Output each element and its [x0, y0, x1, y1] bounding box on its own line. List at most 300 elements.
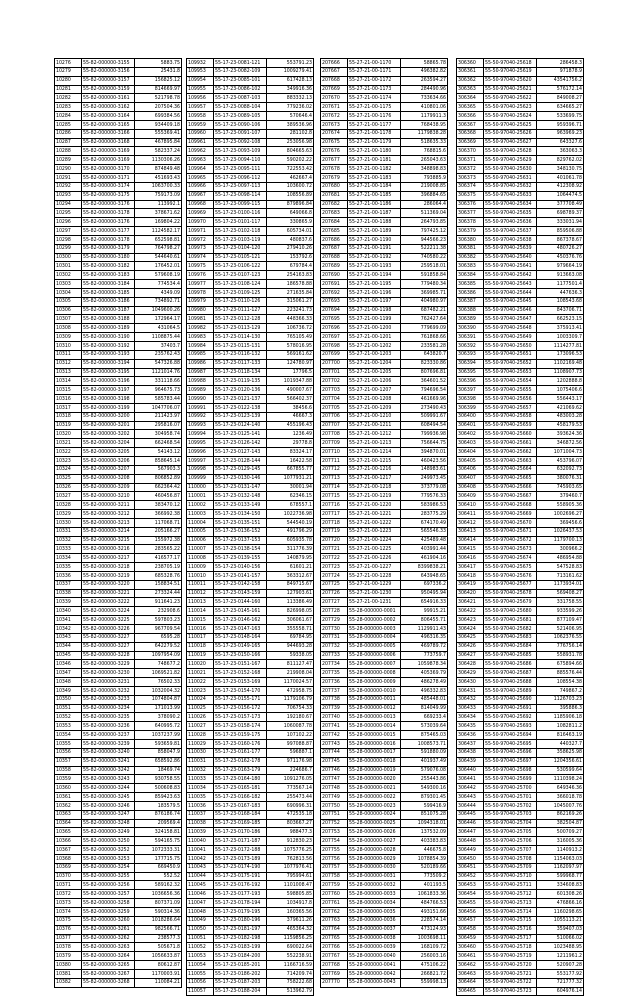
table-row [187, 801, 314, 810]
amount-cell: 1159856.25 [267, 934, 314, 943]
row-id-cell: 207718 [321, 518, 348, 527]
row-id-cell: 10347 [55, 669, 82, 678]
account-code-cell: 55-82-000000-3217 [82, 554, 135, 563]
row-id-cell: 306430 [457, 678, 484, 687]
amount-cell: 355558.71 [267, 625, 314, 634]
table-row [55, 598, 182, 607]
amount-cell: 944693.28 [267, 642, 314, 651]
row-id-cell: 10345 [55, 651, 82, 660]
amount-cell: 643948.65 [401, 571, 448, 580]
table-row [321, 589, 448, 598]
row-id-cell: 207702 [321, 377, 348, 386]
row-id-cell: 207689 [321, 262, 348, 271]
row-id-cell: 207687 [321, 244, 348, 253]
row-id-cell: 306443 [457, 793, 484, 802]
row-id-cell: 109974 [187, 253, 214, 262]
row-id-cell: 110014 [187, 607, 214, 616]
row-id-cell: 10296 [55, 218, 82, 227]
table-row [187, 465, 314, 474]
row-id-cell: 10323 [55, 456, 82, 465]
row-id-cell: 110039 [187, 828, 214, 837]
row-id-cell: 207703 [321, 386, 348, 395]
account-code-cell: 55-27-21-00-1182 [348, 165, 401, 174]
table-row [321, 315, 448, 324]
account-code-cell: 55-50-97040-25623 [484, 103, 537, 112]
account-code-cell: 55-17-23-0087-103 [214, 94, 267, 103]
row-id-cell: 207670 [321, 94, 348, 103]
table-row [187, 244, 314, 253]
table-row [55, 589, 182, 598]
table-row [187, 306, 314, 315]
account-code-cell: 55-28-000000-0004 [348, 633, 401, 642]
account-code-cell: 55-50-97040-25664 [484, 465, 537, 474]
account-code-cell: 55-17-23-0091-107 [214, 129, 267, 138]
amount-cell: 654916.33 [401, 598, 448, 607]
account-code-cell: 55-17-23-0170-186 [214, 828, 267, 837]
row-id-cell: 110057 [187, 987, 214, 996]
account-code-cell: 55-17-23-0086-102 [214, 85, 267, 94]
amount-cell: 971176.98 [267, 757, 314, 766]
table-row [55, 739, 182, 748]
table-row [187, 59, 314, 68]
row-id-cell: 110000 [187, 483, 214, 492]
account-code-cell: 55-17-23-0163-179 [214, 766, 267, 775]
account-code-cell: 55-28-000000-0034 [348, 899, 401, 908]
account-code-cell: 55-28-000000-0031 [348, 872, 401, 881]
account-code-cell: 55-27-21-00-1183 [348, 173, 401, 182]
account-code-cell: 55-82-000000-3186 [82, 297, 135, 306]
row-id-cell: 306436 [457, 731, 484, 740]
account-code-cell: 55-27-21-00-1208 [348, 395, 401, 404]
table-row [187, 961, 314, 970]
account-code-cell: 55-28-000000-0013 [348, 713, 401, 722]
table-row [55, 439, 182, 448]
row-id-cell: 207722 [321, 554, 348, 563]
row-id-cell: 207672 [321, 112, 348, 121]
table-row [321, 94, 448, 103]
row-id-cell: 10354 [55, 731, 82, 740]
amount-cell: 1179838.28 [401, 129, 448, 138]
row-id-cell: 207732 [321, 642, 348, 651]
row-id-cell: 10319 [55, 421, 82, 430]
account-code-cell: 55-28-000000-0014 [348, 722, 401, 731]
table-row [457, 129, 584, 138]
table-row [55, 342, 182, 351]
account-code-cell: 55-28-000000-0026 [348, 828, 401, 837]
row-id-cell: 306380 [457, 235, 484, 244]
account-code-cell: 55-50-97040-25668 [484, 501, 537, 510]
table-row [457, 395, 584, 404]
account-code-cell: 55-17-23-0186-202 [214, 969, 267, 978]
row-id-cell: 306414 [457, 536, 484, 545]
row-id-cell: 109969 [187, 209, 214, 218]
row-id-cell: 306381 [457, 244, 484, 253]
amount-cell: 176452.01 [135, 262, 182, 271]
amount-cell: 153792.6 [267, 253, 314, 262]
amount-cell: 913663.08 [537, 271, 584, 280]
table-row [457, 288, 584, 297]
amount-cell: 473124.93 [401, 925, 448, 934]
table-row [321, 227, 448, 236]
row-id-cell: 207729 [321, 616, 348, 625]
table-row [457, 368, 584, 377]
row-id-cell: 207721 [321, 545, 348, 554]
table-row [187, 757, 314, 766]
account-code-cell: 55-17-23-0165-181 [214, 784, 267, 793]
row-id-cell: 207747 [321, 775, 348, 784]
row-id-cell: 207680 [321, 182, 348, 191]
amount-cell: 1003698.11 [401, 934, 448, 943]
amount-cell: 500709.27 [537, 828, 584, 837]
account-code-cell: 55-17-23-0179-195 [214, 908, 267, 917]
table-row [321, 342, 448, 351]
table-row [55, 580, 182, 589]
amount-cell: 378090.2 [135, 713, 182, 722]
row-id-cell: 109983 [187, 333, 214, 342]
row-id-cell: 207736 [321, 678, 348, 687]
table-row [55, 943, 182, 952]
account-code-cell: 55-27-21-00-1197 [348, 297, 401, 306]
table-row [457, 85, 584, 94]
account-code-cell: 55-27-21-00-1186 [348, 200, 401, 209]
account-code-cell: 55-17-23-0188-204 [214, 987, 267, 996]
table-row [321, 368, 448, 377]
table-row [187, 545, 314, 554]
account-code-cell: 55-27-21-00-1215 [348, 456, 401, 465]
row-id-cell: 306435 [457, 722, 484, 731]
table-row [457, 156, 584, 165]
amount-cell: 558931.78 [537, 651, 584, 660]
table-row [457, 306, 584, 315]
table-row [55, 280, 182, 289]
row-id-cell: 10294 [55, 200, 82, 209]
amount-cell: 1126703.23 [537, 695, 584, 704]
amount-cell: 366018.78 [537, 793, 584, 802]
account-code-cell: 55-27-21-00-1200 [348, 324, 401, 333]
row-id-cell: 109971 [187, 227, 214, 236]
amount-cell: 238705.19 [135, 563, 182, 572]
table-row [321, 191, 448, 200]
row-id-cell: 207679 [321, 173, 348, 182]
row-id-cell: 207712 [321, 465, 348, 474]
table-row [55, 377, 182, 386]
table-row [457, 571, 584, 580]
row-id-cell: 306388 [457, 306, 484, 315]
table-row [55, 766, 182, 775]
account-code-cell: 55-28-000000-0017 [348, 748, 401, 757]
amount-cell: 934409.18 [135, 120, 182, 129]
row-id-cell: 207720 [321, 536, 348, 545]
row-id-cell: 306405 [457, 456, 484, 465]
table-row [187, 704, 314, 713]
amount-cell: 447636.3 [537, 288, 584, 297]
row-id-cell: 207686 [321, 235, 348, 244]
row-id-cell: 10320 [55, 430, 82, 439]
row-id-cell: 207706 [321, 412, 348, 421]
amount-cell: 690022.64 [267, 943, 314, 952]
amount-cell: 349916.36 [267, 85, 314, 94]
account-code-cell: 55-28-000000-0038 [348, 934, 401, 943]
table-row [55, 474, 182, 483]
table-row [55, 465, 182, 474]
amount-cell: 475106.22 [401, 961, 448, 970]
row-id-cell: 110031 [187, 757, 214, 766]
table-row [55, 147, 182, 156]
table-row [321, 571, 448, 580]
account-code-cell: 55-17-23-0147-163 [214, 625, 267, 634]
amount-cell: 1003309.7 [537, 333, 584, 342]
account-code-cell: 55-28-000000-0037 [348, 925, 401, 934]
table-row [457, 598, 584, 607]
account-code-cell: 55-50-97040-25620 [484, 76, 537, 85]
table-row [55, 483, 182, 492]
row-id-cell: 109990 [187, 395, 214, 404]
row-id-cell: 306362 [457, 76, 484, 85]
account-code-cell: 55-17-23-0161-177 [214, 748, 267, 757]
account-code-cell: 55-27-21-00-1179 [348, 138, 401, 147]
account-code-cell: 55-17-23-0116-132 [214, 350, 267, 359]
account-code-cell: 55-82-000000-3209 [82, 483, 135, 492]
table-row [321, 448, 448, 457]
amount-cell: 416577.17 [135, 554, 182, 563]
table-row [55, 819, 182, 828]
account-code-cell: 55-50-97040-25712 [484, 890, 537, 899]
amount-cell: 649066.8 [267, 209, 314, 218]
row-id-cell: 109998 [187, 465, 214, 474]
table-row [55, 67, 182, 76]
account-code-cell: 55-17-23-0144-160 [214, 598, 267, 607]
table-row [457, 686, 584, 695]
account-code-cell: 55-17-23-0154-170 [214, 686, 267, 695]
amount-cell: 748677.2 [135, 660, 182, 669]
amount-cell: 1056633.87 [135, 952, 182, 961]
amount-cell: 207504.36 [135, 103, 182, 112]
row-id-cell: 306464 [457, 978, 484, 987]
table-row [55, 563, 182, 572]
table-row [187, 403, 314, 412]
row-id-cell: 306452 [457, 872, 484, 881]
table-row [457, 412, 584, 421]
row-id-cell: 306419 [457, 580, 484, 589]
table-row [55, 448, 182, 457]
amount-cell: 601308.26 [537, 890, 584, 899]
row-id-cell: 306366 [457, 112, 484, 121]
table-row [457, 324, 584, 333]
account-code-cell: 55-27-21-00-1201 [348, 333, 401, 342]
amount-cell: 967709.54 [135, 625, 182, 634]
table-row [55, 112, 182, 121]
amount-cell: 480837.6 [267, 235, 314, 244]
row-id-cell: 10373 [55, 899, 82, 908]
amount-cell: 192180.67 [267, 713, 314, 722]
row-id-cell: 10311 [55, 350, 82, 359]
amount-cell: 811127.47 [267, 660, 314, 669]
row-id-cell: 10337 [55, 580, 82, 589]
row-id-cell: 306429 [457, 669, 484, 678]
amount-cell: 472958.75 [267, 686, 314, 695]
amount-cell: 779236.02 [267, 103, 314, 112]
amount-cell: 1075406.6 [537, 386, 584, 395]
row-id-cell: 207744 [321, 748, 348, 757]
ledger-table-1 [54, 58, 182, 988]
amount-cell: 1162097.97 [537, 863, 584, 872]
account-code-cell: 55-28-000000-0008 [348, 669, 401, 678]
table-row [321, 916, 448, 925]
amount-cell: 401193.5 [401, 881, 448, 890]
row-id-cell: 207749 [321, 793, 348, 802]
table-row [187, 793, 314, 802]
row-id-cell: 10314 [55, 377, 82, 386]
table-row [457, 828, 584, 837]
account-code-cell: 55-50-97040-25654 [484, 377, 537, 386]
row-id-cell: 110025 [187, 704, 214, 713]
row-id-cell: 207694 [321, 306, 348, 315]
row-id-cell: 207730 [321, 625, 348, 634]
row-id-cell: 306376 [457, 200, 484, 209]
account-code-cell: 55-27-21-00-1220 [348, 501, 401, 510]
row-id-cell: 10300 [55, 253, 82, 262]
amount-cell: 496332.83 [401, 686, 448, 695]
row-id-cell: 110032 [187, 766, 214, 775]
account-code-cell: 55-82-000000-3252 [82, 846, 135, 855]
amount-cell: 283775.29 [401, 510, 448, 519]
amount-cell: 467895.84 [135, 138, 182, 147]
row-id-cell: 10363 [55, 810, 82, 819]
account-code-cell: 55-27-21-00-1227 [348, 563, 401, 572]
amount-cell: 383470.12 [135, 501, 182, 510]
table-row [457, 315, 584, 324]
table-row [187, 952, 314, 961]
amount-cell: 795994.61 [267, 872, 314, 881]
account-code-cell: 55-82-000000-3194 [82, 359, 135, 368]
row-id-cell: 306378 [457, 218, 484, 227]
amount-cell: 599416.9 [401, 801, 448, 810]
account-code-cell: 55-82-000000-3185 [82, 288, 135, 297]
table-row [321, 280, 448, 289]
amount-cell: 1045007.76 [537, 801, 584, 810]
amount-cell: 589162.32 [135, 881, 182, 890]
amount-cell: 669450.9 [135, 863, 182, 872]
amount-cell: 768815.6 [401, 147, 448, 156]
account-code-cell: 55-17-23-0131-147 [214, 483, 267, 492]
table-row [457, 359, 584, 368]
amount-cell: 982566.71 [135, 925, 182, 934]
amount-cell: 271635.84 [267, 288, 314, 297]
amount-cell: 597803.23 [135, 616, 182, 625]
amount-cell: 1059878.34 [401, 660, 448, 669]
row-id-cell: 306423 [457, 616, 484, 625]
amount-cell: 219908.04 [267, 669, 314, 678]
amount-cell: 358625.98 [537, 748, 584, 757]
table-row [55, 801, 182, 810]
row-id-cell: 10291 [55, 173, 82, 182]
row-id-cell: 306446 [457, 819, 484, 828]
table-row [457, 465, 584, 474]
account-code-cell: 55-28-000000-0002 [348, 616, 401, 625]
table-row [55, 952, 182, 961]
row-id-cell: 109995 [187, 439, 214, 448]
amount-cell: 183579.5 [135, 801, 182, 810]
row-id-cell: 207743 [321, 739, 348, 748]
account-code-cell: 55-82-000000-3183 [82, 271, 135, 280]
row-id-cell: 207688 [321, 253, 348, 262]
table-row [457, 934, 584, 943]
table-row [457, 280, 584, 289]
table-row [321, 722, 448, 731]
table-row [187, 678, 314, 687]
amount-cell: 591858.84 [401, 271, 448, 280]
amount-cell: 566402.37 [267, 395, 314, 404]
row-id-cell: 10279 [55, 67, 82, 76]
table-row [321, 483, 448, 492]
amount-cell: 431064.5 [135, 324, 182, 333]
account-code-cell: 55-27-21-00-1171 [348, 67, 401, 76]
table-row [55, 731, 182, 740]
account-code-cell: 55-82-000000-3200 [82, 412, 135, 421]
row-id-cell: 306391 [457, 333, 484, 342]
amount-cell: 1160298.65 [537, 908, 584, 917]
row-id-cell: 306465 [457, 987, 484, 996]
table-row [55, 545, 182, 554]
account-code-cell: 55-27-21-00-1178 [348, 129, 401, 138]
table-row [321, 244, 448, 253]
amount-cell: 979664.19 [537, 262, 584, 271]
amount-cell: 803667.27 [267, 819, 314, 828]
account-code-cell: 55-17-23-0181-197 [214, 925, 267, 934]
row-id-cell: 306426 [457, 642, 484, 651]
row-id-cell: 207709 [321, 439, 348, 448]
amount-cell: 1114277.81 [537, 342, 584, 351]
table-row [457, 713, 584, 722]
account-code-cell: 55-82-000000-3198 [82, 395, 135, 404]
amount-cell: 108556.89 [267, 191, 314, 200]
account-code-cell: 55-50-97040-25632 [484, 182, 537, 191]
row-id-cell: 306407 [457, 474, 484, 483]
amount-cell: 1072333.31 [135, 846, 182, 855]
amount-cell: 173096.53 [537, 350, 584, 359]
row-id-cell: 207751 [321, 810, 348, 819]
table-row [457, 899, 584, 908]
row-id-cell: 306415 [457, 545, 484, 554]
row-id-cell: 207698 [321, 342, 348, 351]
row-id-cell: 306386 [457, 288, 484, 297]
amount-cell: 273324.44 [135, 589, 182, 598]
row-id-cell: 207695 [321, 315, 348, 324]
table-row [321, 200, 448, 209]
table-row [457, 908, 584, 917]
table-row [457, 147, 584, 156]
amount-cell: 61601.21 [267, 563, 314, 572]
row-id-cell: 306409 [457, 492, 484, 501]
table-row [321, 731, 448, 740]
account-code-cell: 55-27-21-00-1202 [348, 342, 401, 351]
amount-cell: 558905.36 [537, 501, 584, 510]
amount-cell: 171013.99 [135, 704, 182, 713]
table-row [321, 456, 448, 465]
amount-cell: 1166716.59 [267, 961, 314, 970]
table-row [187, 686, 314, 695]
account-code-cell: 55-27-21-00-1195 [348, 280, 401, 289]
table-row [321, 837, 448, 846]
amount-cell: 553791.23 [267, 59, 314, 68]
amount-cell: 205166.27 [135, 527, 182, 536]
table-row [321, 218, 448, 227]
account-code-cell: 55-28-000000-0035 [348, 908, 401, 917]
amount-cell: 1034917.8 [267, 899, 314, 908]
table-row [187, 191, 314, 200]
table-row [321, 899, 448, 908]
row-id-cell: 10318 [55, 412, 82, 421]
